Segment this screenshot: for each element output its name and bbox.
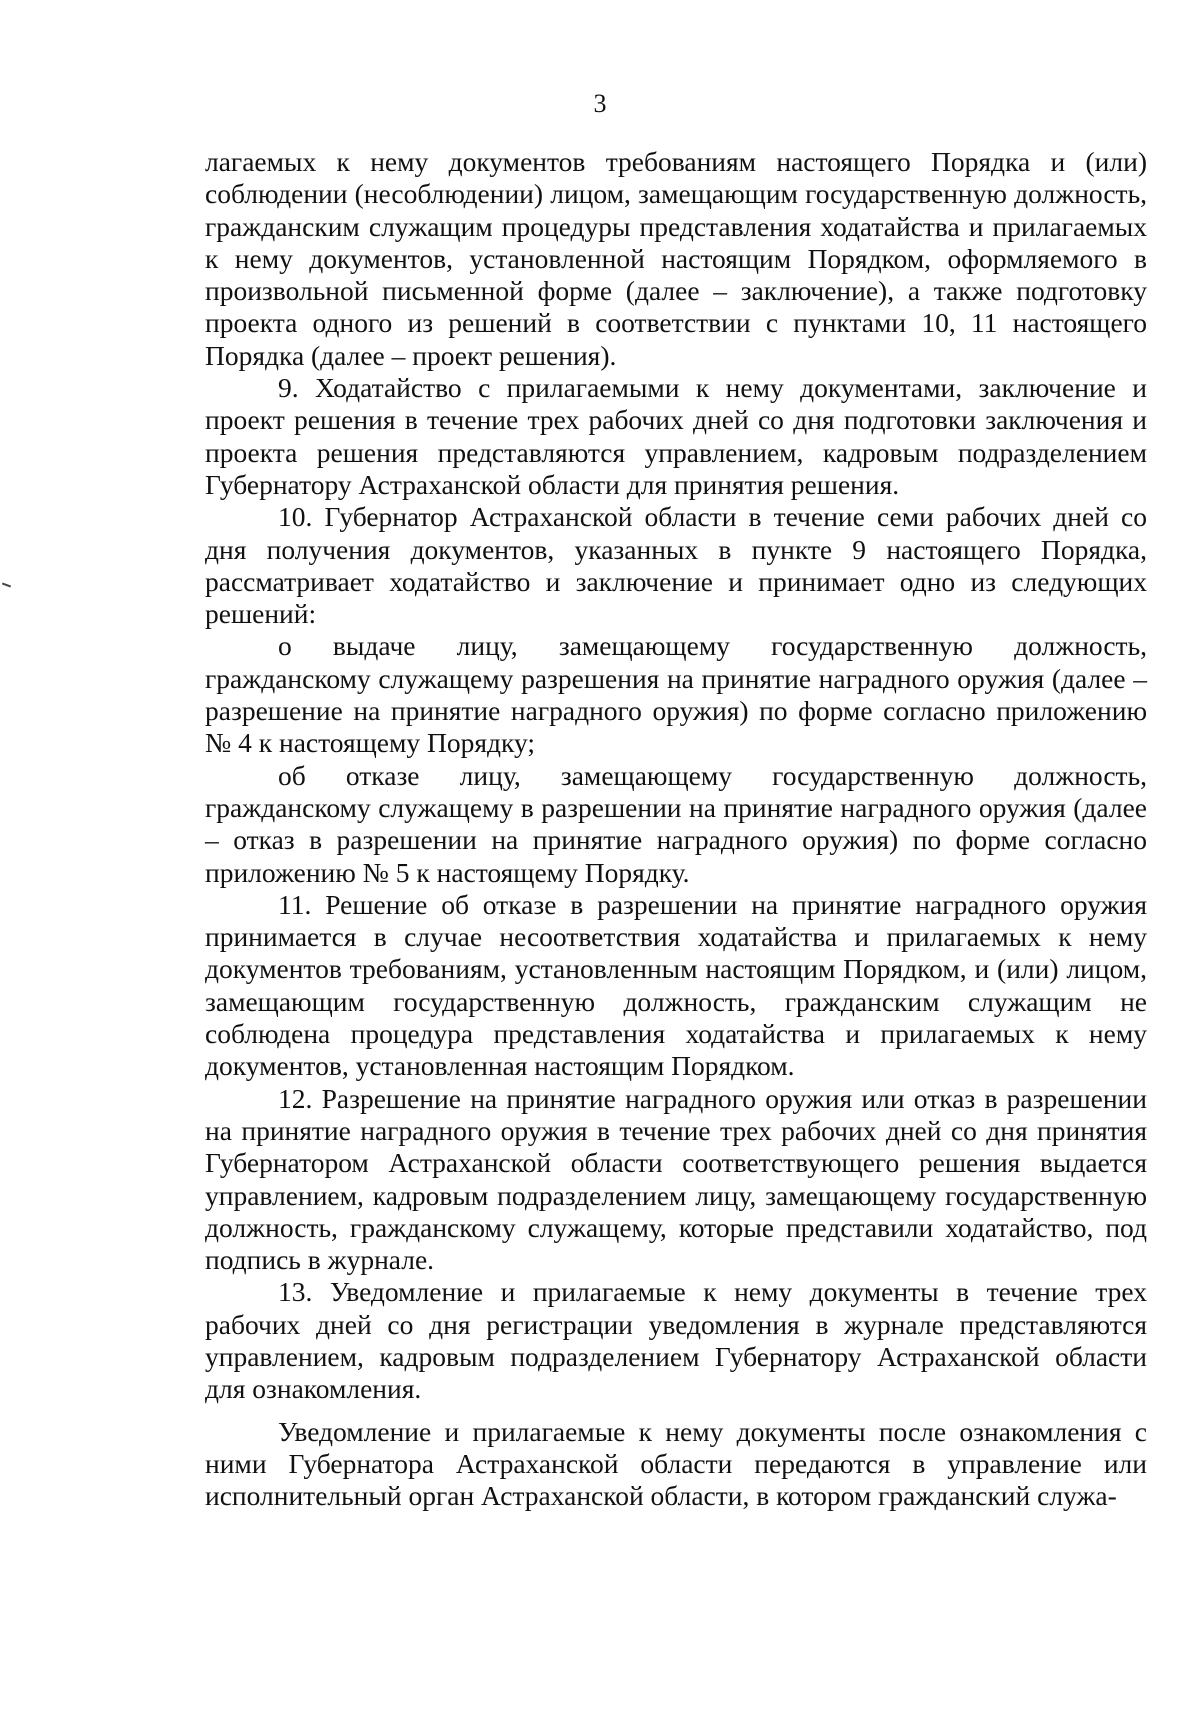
- margin-mark: [2, 583, 11, 588]
- paragraph-continuation: лагаемых к нему документов требованиям настоящего Порядка и (или) соблюдении (несоблюдении) лицом, замещающим государственную должность, гражданским служащим процедуры представления ходатайства и прилагаемых к нему документов, установленной настоящим Порядком, оформляемого в произвольной письменной форме (далее – заключение), а также подготовку проекта одного из решений в соответствии с пунктами 10, 11 настоящего Порядка (далее – проект решения).: [205, 146, 1147, 371]
- paragraph-decision-grant: о выдаче лицу, замещающему государственную должность, гражданскому служащему разрешения на принятие наградного оружия (далее – разрешение на принятие наградного оружия) по форме согласно приложению № 4 к настоящему Порядку;: [205, 630, 1147, 759]
- paragraph-decision-refusal: об отказе лицу, замещающему государственную должность, гражданскому служащему в разрешении на принятие наградного оружия (далее – отказ в разрешении на принятие наградного оружия) по форме согласно приложению № 5 к настоящему Порядку.: [205, 759, 1147, 888]
- page-number: 3: [593, 89, 607, 118]
- document-body: [205, 146, 1147, 1512]
- paragraph-item-10: 10. Губернатор Астраханской области в течение семи рабочих дней со дня получения документов, указанных в пункте 9 настоящего Порядка, рассматривает ходатайство и заключение и принимает одно из следующих решений:: [205, 501, 1147, 630]
- paragraph-item-12: 12. Разрешение на принятие наградного оружия или отказ в разрешении на принятие наградного оружия в течение трех рабочих дней со дня принятия Губернатором Астраханской области соответствующего решения выдается управлением, кадровым подразделением лицу, замещающему государственную должность, гражданскому служащему, которые представили ходатайство, под подпись в журнале.: [205, 1082, 1147, 1276]
- paragraph-item-13: 13. Уведомление и прилагаемые к нему документы в течение трех рабочих дней со дня регистрации уведомления в журнале представляются управлением, кадровым подразделением Губернатору Астраханской области для ознакомления.: [205, 1276, 1147, 1405]
- paragraph-item-11: 11. Решение об отказе в разрешении на принятие наградного оружия принимается в случае несоответствия ходатайства и прилагаемых к нему документов требованиям, установленным настоящим Порядком, и (или) лицом, замещающим государственную должность, гражданским служащим не соблюдена процедура представления ходатайства и прилагаемых к нему документов, установленная настоящим Порядком.: [205, 888, 1147, 1082]
- paragraph-notification-transfer: Уведомление и прилагаемые к нему документы после ознакомления с ними Губернатора Астраханской области передаются в управление или исполнительный орган Астраханской области, в котором гражданский служа-: [205, 1415, 1147, 1512]
- paragraph-item-9: 9. Ходатайство с прилагаемыми к нему документами, заключение и проект решения в течение трех рабочих дней со дня подготовки заключения и проекта решения представляются управлением, кадровым подразделением Губернатору Астраханской области для принятия решения.: [205, 372, 1147, 500]
